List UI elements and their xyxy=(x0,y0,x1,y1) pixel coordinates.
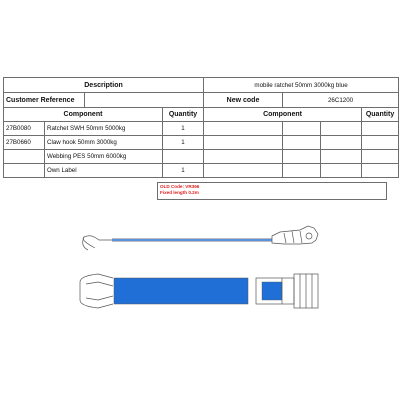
ratchet-top-strap xyxy=(262,282,282,300)
component-header-right: Component xyxy=(204,108,362,122)
customer-reference-label: Customer Reference xyxy=(4,93,85,108)
component-code: 27B0080 xyxy=(4,122,45,136)
claw-hook-side xyxy=(83,236,112,248)
component-name: Claw hook 50mm 3000kg xyxy=(45,136,163,150)
description-value: mobile ratchet 50mm 3000kg blue xyxy=(204,78,399,93)
component-header: Component xyxy=(4,108,163,122)
ratchet-pivot xyxy=(306,233,312,239)
claw-hook-top-inner xyxy=(86,282,113,300)
ratchet-side xyxy=(272,226,318,244)
ratchet-side-detail xyxy=(284,231,302,243)
description-label: Description xyxy=(4,78,204,93)
component-quantity: 1 xyxy=(163,122,204,136)
new-code-value: 26C1200 xyxy=(283,93,399,108)
quantity-header: Quantity xyxy=(163,108,204,122)
component-name: Own Label xyxy=(45,164,163,178)
side-view-drawing xyxy=(83,226,318,250)
fixed-length-note: Fixed length 0.2m xyxy=(160,190,199,195)
old-code-note: OLD Code: VR366 xyxy=(160,184,200,189)
claw-hook-top xyxy=(80,274,113,308)
component-name: Webbing PES 50mm 6000kg xyxy=(45,150,163,164)
strap-top xyxy=(114,278,248,304)
new-code-label: New code xyxy=(204,93,283,108)
component-quantity: 1 xyxy=(163,164,204,178)
component-name: Ratchet SWH 50mm 5000kg xyxy=(45,122,163,136)
top-view-drawing xyxy=(80,274,318,308)
component-quantity: 1 xyxy=(163,136,204,150)
component-code: 27B0660 xyxy=(4,136,45,150)
quantity-header-right: Quantity xyxy=(362,108,399,122)
